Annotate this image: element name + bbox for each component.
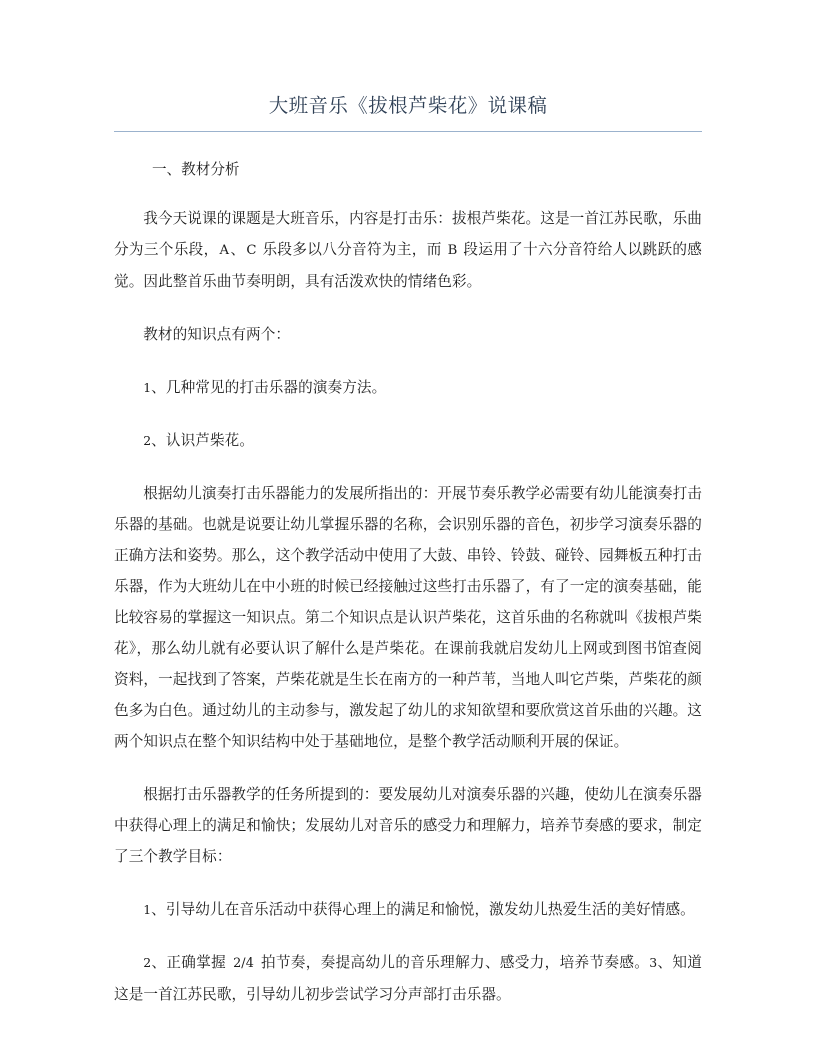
- segment-label-b: B: [447, 243, 458, 259]
- goal-number-3: 3: [649, 955, 658, 971]
- list-item-goal-2-3: [114, 947, 702, 1010]
- goal-text-1: 引导幼儿在音乐活动中获得心理上的满足和愉悦，激发幼儿热爱生活的美好情感。: [165, 901, 695, 919]
- document-body: [114, 154, 702, 1010]
- goal-text-2-part1: 正确掌握: [166, 954, 232, 972]
- time-signature-2-4: 2/4: [233, 956, 254, 972]
- list-item-knowledge-1: [114, 372, 702, 403]
- intro-text-part1: 我今天说课的课题是大班音乐，内容是打击乐：拔根芦柴花。这是一首江苏民歌，乐曲分为三个乐段，: [114, 210, 702, 259]
- goal-number-2: 2: [143, 955, 152, 971]
- list-separator-1: 、: [151, 379, 166, 397]
- list-text-1: 几种常见的打击乐器的演奏方法。: [165, 379, 387, 397]
- intro-text-part2: 乐段多以八分音符为主，而: [257, 241, 447, 259]
- list-number-1: 1: [143, 380, 152, 396]
- goal-text-2-part2: 拍节奏，奏提高幼儿的音乐理解力、感受力，培养节奏感。: [255, 954, 650, 972]
- paragraph-teaching-basis: 根据幼儿演奏打击乐器能力的发展所指出的：开展节奏乐教学必需要有幼儿能演奏打击乐器的基础。也就是说要让幼儿掌握乐器的名称，会识别乐器的音色，初步学习演奏乐器的正确方法和姿势。那么，这个教学活动中使用了大鼓、串铃、铃鼓、碰铃、园舞板五种打击乐器，作为大班幼儿在中小班的时候已经接触过这些打击乐器了，有了一定的演奏基础，能比较容易的掌握这一知识点。第二个知识点是认识芦柴花，这首乐曲的名称就叫《拔根芦柴花》，那么幼儿就有必要认识了解什么是芦柴花。在课前我就启发幼儿上网或到图书馆查阅资料，一起找到了答案，芦柴花就是生长在南方的一种芦苇，当地人叫它芦柴，芦柴花的颜色多为白色。通过幼儿的主动参与，激发起了幼儿的求知欲望和要欣赏这首乐曲的兴趣。这两个知识点在整个知识结构中处于基础地位，是整个教学活动顺利开展的保证。: [114, 485, 702, 751]
- goal-text-3: 知道这是一首江苏民歌，引导幼儿初步尝试学习分声部打击乐器。: [114, 954, 702, 1004]
- section-heading-materials-analysis: 一、教材分析: [151, 161, 240, 179]
- goal-number-1: 1: [143, 902, 152, 918]
- intro-text-part3: 段运用了十六分音符给人以跳跃的感觉。因此整首乐曲节奏明朗，具有活泼欢快的情绪色彩。: [114, 241, 703, 291]
- list-item-goal-1: [114, 894, 702, 925]
- document-content: [114, 0, 702, 1010]
- list-separator-2: 、: [151, 432, 166, 450]
- goal-separator-1: 、: [151, 901, 166, 919]
- page-title: 大班音乐《拔根芦柴花》说课稿: [268, 94, 548, 117]
- paragraph-intro: [114, 203, 702, 297]
- list-number-2: 2: [143, 433, 152, 449]
- list-item-knowledge-2: [114, 425, 702, 456]
- segment-label-a: A: [219, 243, 230, 259]
- goal-separator-3: 、: [657, 954, 673, 972]
- list-text-2: 认识芦柴花。: [165, 432, 255, 450]
- goal-separator-2: 、: [151, 954, 167, 972]
- title-divider: [114, 131, 702, 132]
- paragraph-knowledge-lead: 教材的知识点有两个：: [143, 326, 291, 344]
- paragraph-goals-lead: 根据打击乐器教学的任务所提到的：要发展幼儿对演奏乐器的兴趣，使幼儿在演奏乐器中获得心理上的满足和愉快；发展幼儿对音乐的感受力和理解力，培养节奏感的要求，制定了三个教学目标：: [114, 786, 702, 866]
- segment-label-c: C: [246, 243, 257, 259]
- intro-sep-1: 、: [230, 241, 246, 259]
